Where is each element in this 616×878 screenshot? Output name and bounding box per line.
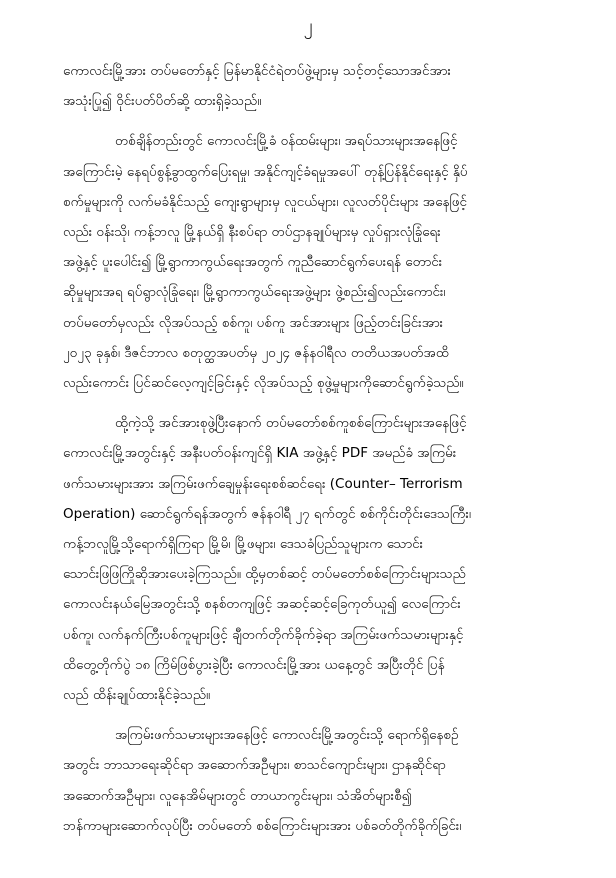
paragraph-1 <box>63 56 589 116</box>
text-line: အကြမ်းဖက်သမားများအနေဖြင့် ကောလင်းမြို့အတွင်းသို့ ရောက်ရှိနေစဉ် <box>115 727 459 744</box>
text-line: ဆိုမှုများအရ ရပ်ရွာလုံခြုံရေး၊ မြို့ရွာကာကွယ်ရေးအဖွဲ့များ ဖွဲ့စည်း၍လည်းကောင်း၊ <box>63 284 446 301</box>
text-line: တပ်မတော်မှလည်း လိုအပ်သည့် စစ်ကူ၊ ပစ်ကူ အင်အားများ ဖြည့်တင်းခြင်းအား <box>63 314 444 331</box>
text-line: အတွင်း ဘာသာရေးဆိုင်ရာ အဆောက်အဦများ၊ စာသင်ကျောင်းများ၊ ဌာနဆိုင်ရာ <box>63 757 446 774</box>
text-line: လည်း ဝန်းသို၊ ကန့်ဘလူ မြို့နယ်ရှိ နီးစပ်ရာ တပ်ဌာနချုပ်များမှ လှုပ်ရှားလုံခြုံရေး <box>63 224 441 241</box>
text-line: တစ်ချိန်တည်းတွင် ကောလင်းမြို့ခံ ဝန်ထမ်းများ၊ အရပ်သားများအနေဖြင့် <box>115 133 458 150</box>
text-line: လည်းကောင်း ပြင်ဆင်လေ့ကျင့်ခြင်းနှင့် လိုအပ်သည့် စုဖွဲ့မှုများကိုဆောင်ရွက်ခဲ့သည်။ <box>63 375 464 392</box>
text-line: ၂၀၂၃ ခုနှစ်၊ ဒီဇင်ဘာလ စတုတ္ထအပတ်မှ ၂၀၂၄ ဇန်နဝါရီလ တတိယအပတ်အထိ <box>63 344 449 361</box>
text-line: အဆောက်အဦများ၊ လူနေအိမ်များတွင် တာယာကွင်းများ၊ သံအိတ်များစီ၍ <box>63 787 412 804</box>
page-number: ၂ <box>303 15 313 36</box>
text-line: ဘန်ကာများဆောက်လုပ်ပြီး တပ်မတော် စစ်ကြောင်းများအား ပစ်ခတ်တိုက်ခိုက်ခြင်း၊ <box>63 817 462 834</box>
text-line: Operation) ဆောင်ရွက်ရန်အတွက် ဇန်နဝါရီ ၂၇ ရက်တွင် စစ်ကိုင်းတိုင်းဒေသကြီး၊ <box>63 505 472 522</box>
paragraph-4 <box>63 720 589 841</box>
text-line: သောင်းဖြဖြကြိုဆိုအားပေးခဲ့ကြသည်။ ထို့မှတစ်ဆင့် တပ်မတော်စစ်ကြောင်းများသည် <box>63 566 466 583</box>
body-text <box>63 56 589 851</box>
text-line: ကောလင်းနယ်မြေအတွင်းသို့ စနစ်တကျဖြင့် အဆင့်ဆင့်ခြေကုတ်ယူ၍ လေကြောင်း <box>63 596 461 613</box>
text-line: အဖွဲ့နှင့် ပူးပေါင်း၍ မြို့ရွာကာကွယ်ရေးအတွက် ကူညီဆောင်ရွက်ပေးရန် တောင်း <box>63 254 443 271</box>
text-line: အသုံးပြု၍ ဝိုင်းပတ်ပိတ်ဆို့ ထားရှိခဲ့သည်။ <box>63 93 262 110</box>
text-line: ကန့်ဘလူမြို့သို့ရောက်ရှိကြရာ မြို့မိ၊ မြို့ဖများ၊ ဒေသခံပြည်သူများက သောင်း <box>63 536 424 553</box>
text-line: လည် ထိန်းချုပ်ထားနိုင်ခဲ့သည်။ <box>63 687 211 704</box>
paragraph-2 <box>63 126 589 398</box>
text-line: စက်မှုများကို လက်မခံနိုင်သည့် ကျေးရွာများမှ လူငယ်များ၊ လူလတ်ပိုင်းများ အနေဖြင့် <box>63 193 467 210</box>
text-line: ကောလင်းမြို့အတွင်းနှင့် အနီးပတ်ဝန်းကျင်ရှိ KIA အဖွဲ့နှင့် PDF အမည်ခံ အကြမ်း <box>63 445 457 462</box>
text-line: အကြောင်းမဲ့ နေရပ်စွန့်ခွာထွက်ပြေးရမှု၊ အနိုင်ကျင့်ခံရမှုအပေါ် တုန့်ပြန်နိုင်ရေးနှင့် နှိပ် <box>63 163 468 180</box>
paragraph-3 <box>63 408 589 710</box>
text-line: ထိတွေ့တိုက်ပွဲ ၁၈ ကြိမ်ဖြစ်ပွားခဲ့ပြီး ကောလင်းမြို့အား ယနေ့တွင် အပြီးတိုင် ပြန် <box>63 656 445 673</box>
text-line: ဖက်သမားများအား အကြမ်းဖက်ချေမှုန်းရေးစစ်ဆင်ရေး (Counter– Terrorism <box>63 475 463 492</box>
text-line: ထို့ကဲ့သို့ အင်အားစုဖွဲ့ပြီးနောက် တပ်မတော်စစ်ကူစစ်ကြောင်းများအနေဖြင့် <box>115 415 467 432</box>
text-line: ပစ်ကူ၊ လက်နက်ကြီးပစ်ကူများဖြင့် ချီတက်တိုက်ခိုက်ခဲ့ရာ အကြမ်းဖက်သမားများနှင့် <box>63 626 464 643</box>
text-line: ကောလင်းမြို့အား တပ်မတော်နှင့် မြန်မာနိုင်ငံရဲတပ်ဖွဲ့များမှ သင့်တင့်သောအင်အား <box>63 63 451 79</box>
